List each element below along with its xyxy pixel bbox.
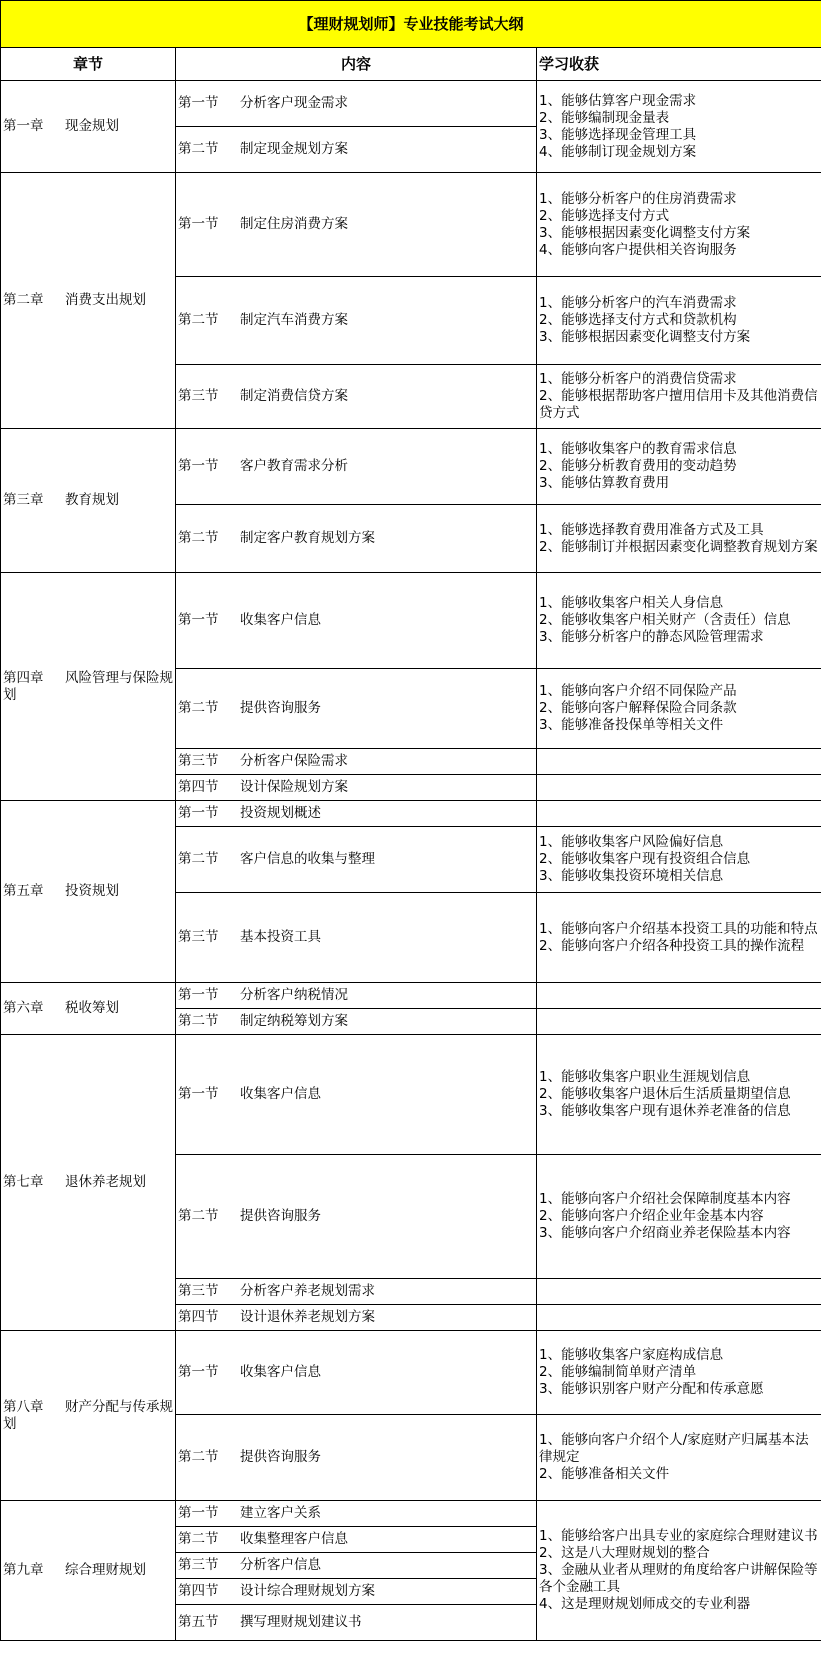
section-name: 设计保险规划方案 [240, 779, 348, 795]
gain-line: 4、能够制订现金规划方案 [539, 143, 697, 160]
syllabus-body [1, 1, 821, 1641]
gains-cell [537, 277, 821, 365]
section-name: 提供咨询服务 [240, 1208, 321, 1224]
section-number: 第二节 [178, 1013, 219, 1029]
gain-line: 3、金融从业者从理财的角度给客户讲解保险等各个金融工具 [539, 1562, 818, 1595]
chapter-cell [1, 801, 176, 983]
section-number: 第二节 [178, 700, 219, 716]
section-number: 第三节 [178, 388, 219, 404]
section-number: 第二节 [178, 530, 219, 546]
chapter-number: 第七章 [3, 1174, 44, 1190]
gain-line: 3、能够收集投资环境相关信息 [539, 868, 724, 884]
chapter-number: 第三章 [3, 492, 44, 508]
section-number: 第三节 [178, 1283, 219, 1299]
chapter-number: 第六章 [3, 1000, 44, 1016]
gain-line: 2、这是八大理财规划的整合 [539, 1545, 710, 1561]
section-name: 制定客户教育规划方案 [240, 530, 375, 546]
page-title: 【理财规划师】专业技能考试大纲 [1, 1, 821, 48]
section-name: 收集客户信息 [240, 612, 321, 628]
table-row [1, 429, 821, 505]
gain-line: 1、能够收集客户职业生涯规划信息 [539, 1069, 751, 1085]
gain-line: 3、能够分析客户的静态风险管理需求 [539, 629, 764, 645]
chapter-number: 第四章 [3, 669, 44, 686]
gain-line: 3、能够根据因素变化调整支付方案 [539, 224, 751, 241]
gain-line: 4、这是理财规划师成交的专业利器 [539, 1596, 751, 1612]
section-cell [176, 1553, 537, 1579]
section-cell [176, 827, 537, 893]
gains-cell [537, 669, 821, 749]
section-name: 分析客户纳税情况 [240, 987, 348, 1003]
section-cell [176, 81, 537, 127]
section-number: 第一节 [178, 987, 219, 1003]
section-number: 第二节 [178, 1449, 219, 1465]
section-cell [176, 1331, 537, 1415]
section-number: 第二节 [178, 141, 219, 157]
section-name: 客户教育需求分析 [240, 458, 348, 474]
chapter-name: 税收筹划 [65, 1000, 119, 1016]
section-name: 设计退休养老规划方案 [240, 1309, 375, 1325]
gains-cell [537, 365, 821, 429]
section-name: 建立客户关系 [240, 1505, 321, 1521]
chapter-number: 第一章 [3, 118, 44, 134]
chapter-number: 第二章 [3, 292, 44, 308]
section-name: 制定汽车消费方案 [240, 312, 348, 328]
section-number: 第三节 [178, 1557, 219, 1573]
section-name: 设计综合理财规划方案 [240, 1583, 375, 1599]
gain-line: 2、能够向客户解释保险合同条款 [539, 700, 737, 716]
chapter-name: 投资规划 [65, 883, 119, 899]
gain-line: 3、能够收集客户现有退休养老准备的信息 [539, 1103, 791, 1119]
section-cell [176, 1035, 537, 1155]
gain-line: 1、能够收集客户相关人身信息 [539, 595, 724, 611]
section-cell [176, 669, 537, 749]
gain-line: 2、能够收集客户现有投资组合信息 [539, 851, 751, 867]
table-row [1, 81, 821, 127]
gains-cell [537, 1501, 821, 1641]
chapter-name: 现金规划 [65, 118, 119, 134]
section-number: 第一节 [178, 1086, 219, 1102]
gain-line: 2、能够编制现金量表 [539, 109, 670, 126]
section-cell [176, 775, 537, 801]
section-cell [176, 1605, 537, 1641]
section-name: 提供咨询服务 [240, 700, 321, 716]
section-cell [176, 893, 537, 983]
section-name: 提供咨询服务 [240, 1449, 321, 1465]
gain-line: 1、能够向客户介绍基本投资工具的功能和特点 [539, 920, 818, 937]
section-name: 收集整理客户信息 [240, 1531, 348, 1547]
section-cell [176, 749, 537, 775]
chapter-name: 消费支出规划 [65, 292, 146, 308]
table-row [1, 983, 821, 1009]
chapter-name: 财产分配与传承规划 [3, 1398, 173, 1432]
gain-line: 2、能够选择支付方式 [539, 207, 670, 224]
chapter-number: 第八章 [3, 1398, 44, 1415]
gains-cell [537, 1009, 821, 1035]
gain-line: 2、能够制订并根据因素变化调整教育规划方案 [539, 538, 818, 555]
gain-line: 3、能够向客户介绍商业养老保险基本内容 [539, 1225, 791, 1241]
section-number: 第二节 [178, 1208, 219, 1224]
section-cell [176, 1009, 537, 1035]
title-row [1, 1, 821, 48]
gains-cell [537, 749, 821, 775]
gains-cell [537, 1415, 821, 1501]
section-name: 分析客户现金需求 [240, 95, 348, 111]
gain-line: 2、能够根据帮助客户擅用信用卡及其他消费信贷方式 [539, 388, 818, 421]
gain-line: 2、能够收集客户退休后生活质量期望信息 [539, 1086, 791, 1102]
section-number: 第四节 [178, 1583, 219, 1599]
gains-cell [537, 1279, 821, 1305]
section-cell [176, 573, 537, 669]
gains-cell [537, 827, 821, 893]
header-row [1, 48, 821, 81]
gains-cell [537, 429, 821, 505]
chapter-cell [1, 1331, 176, 1501]
gains-cell [537, 1331, 821, 1415]
chapter-number: 第五章 [3, 883, 44, 899]
gain-line: 1、能够收集客户风险偏好信息 [539, 834, 724, 850]
gains-cell [537, 173, 821, 277]
section-name: 投资规划概述 [240, 805, 321, 821]
gains-cell [537, 573, 821, 669]
gains-cell [537, 81, 821, 173]
gain-line: 2、能够向客户介绍企业年金基本内容 [539, 1208, 764, 1224]
section-name: 制定住房消费方案 [240, 216, 348, 232]
section-cell [176, 429, 537, 505]
gain-line: 1、能够收集客户的教育需求信息 [539, 441, 737, 457]
section-cell [176, 277, 537, 365]
section-name: 制定纳税筹划方案 [240, 1013, 348, 1029]
section-name: 制定现金规划方案 [240, 141, 348, 157]
table-row [1, 173, 821, 277]
section-cell [176, 1279, 537, 1305]
section-name: 收集客户信息 [240, 1086, 321, 1102]
table-row [1, 801, 821, 827]
gains-cell [537, 1035, 821, 1155]
section-cell [176, 127, 537, 173]
section-number: 第二节 [178, 851, 219, 867]
table-row [1, 1035, 821, 1155]
gains-cell [537, 893, 821, 983]
section-number: 第四节 [178, 779, 219, 795]
section-cell [176, 1501, 537, 1527]
chapter-cell [1, 429, 176, 573]
section-number: 第一节 [178, 458, 219, 474]
chapter-cell [1, 1035, 176, 1331]
gains-cell [537, 1305, 821, 1331]
gain-line: 1、能够向客户介绍社会保障制度基本内容 [539, 1191, 791, 1207]
section-cell [176, 173, 537, 277]
gain-line: 4、能够向客户提供相关咨询服务 [539, 241, 737, 258]
gain-line: 3、能够根据因素变化调整支付方案 [539, 329, 751, 345]
section-cell [176, 365, 537, 429]
table-row [1, 1331, 821, 1415]
gain-line: 3、能够准备投保单等相关文件 [539, 717, 724, 733]
section-number: 第五节 [178, 1614, 219, 1630]
chapter-name: 教育规划 [65, 492, 119, 508]
gain-line: 1、能够选择教育费用准备方式及工具 [539, 521, 764, 538]
table-row [1, 1501, 821, 1527]
header-content: 内容 [176, 48, 537, 81]
gain-line: 1、能够分析客户的住房消费需求 [539, 190, 737, 207]
section-number: 第二节 [178, 312, 219, 328]
chapter-name: 风险管理与保险规划 [3, 669, 173, 703]
chapter-name: 综合理财规划 [65, 1562, 146, 1578]
gain-line: 1、能够分析客户的汽车消费需求 [539, 295, 737, 311]
section-number: 第三节 [178, 753, 219, 769]
gain-line: 1、能够收集客户家庭构成信息 [539, 1347, 724, 1363]
section-number: 第一节 [178, 805, 219, 821]
gains-cell [537, 983, 821, 1009]
gain-line: 1、能够估算客户现金需求 [539, 92, 697, 109]
gain-line: 3、能够估算教育费用 [539, 475, 670, 491]
section-cell [176, 1155, 537, 1279]
section-number: 第三节 [178, 929, 219, 945]
gains-cell [537, 801, 821, 827]
section-number: 第一节 [178, 1505, 219, 1521]
header-gains: 学习收获 [537, 48, 821, 81]
gain-line: 1、能够向客户介绍个人/家庭财产归属基本法律规定 [539, 1432, 809, 1465]
section-cell [176, 1305, 537, 1331]
gains-cell [537, 505, 821, 573]
section-number: 第四节 [178, 1309, 219, 1325]
chapter-cell [1, 573, 176, 801]
gain-line: 1、能够向客户介绍不同保险产品 [539, 683, 737, 699]
section-name: 制定消费信贷方案 [240, 388, 348, 404]
gain-line: 2、能够向客户介绍各种投资工具的操作流程 [539, 937, 805, 954]
section-name: 客户信息的收集与整理 [240, 851, 375, 867]
section-number: 第二节 [178, 1531, 219, 1547]
gain-line: 2、能够选择支付方式和贷款机构 [539, 312, 737, 328]
section-name: 收集客户信息 [240, 1364, 321, 1380]
chapter-name: 退休养老规划 [65, 1174, 146, 1190]
section-number: 第一节 [178, 95, 219, 111]
section-number: 第一节 [178, 216, 219, 232]
chapter-cell [1, 173, 176, 429]
section-name: 撰写理财规划建议书 [240, 1614, 362, 1630]
chapter-cell [1, 1501, 176, 1641]
section-name: 分析客户信息 [240, 1557, 321, 1573]
gain-line: 2、能够编制简单财产清单 [539, 1364, 697, 1380]
section-cell [176, 1579, 537, 1605]
gain-line: 3、能够选择现金管理工具 [539, 126, 697, 143]
gain-line: 1、能够分析客户的消费信贷需求 [539, 371, 737, 387]
section-number: 第一节 [178, 612, 219, 628]
table-row [1, 573, 821, 669]
gain-line: 2、能够准备相关文件 [539, 1466, 670, 1482]
section-number: 第一节 [178, 1364, 219, 1380]
section-cell [176, 1415, 537, 1501]
section-name: 基本投资工具 [240, 929, 321, 945]
gain-line: 2、能够分析教育费用的变动趋势 [539, 458, 737, 474]
chapter-number: 第九章 [3, 1562, 44, 1578]
section-name: 分析客户养老规划需求 [240, 1283, 375, 1299]
section-name: 分析客户保险需求 [240, 753, 348, 769]
chapter-cell [1, 983, 176, 1035]
gains-cell [537, 775, 821, 801]
section-cell [176, 983, 537, 1009]
gain-line: 3、能够识别客户财产分配和传承意愿 [539, 1381, 764, 1397]
section-cell [176, 801, 537, 827]
section-cell [176, 1527, 537, 1553]
gain-line: 2、能够收集客户相关财产（含责任）信息 [539, 612, 791, 628]
chapter-cell [1, 81, 176, 173]
section-cell [176, 505, 537, 573]
gain-line: 1、能够给客户出具专业的家庭综合理财建议书 [539, 1528, 818, 1544]
header-chapter: 章节 [1, 48, 176, 81]
gains-cell [537, 1155, 821, 1279]
